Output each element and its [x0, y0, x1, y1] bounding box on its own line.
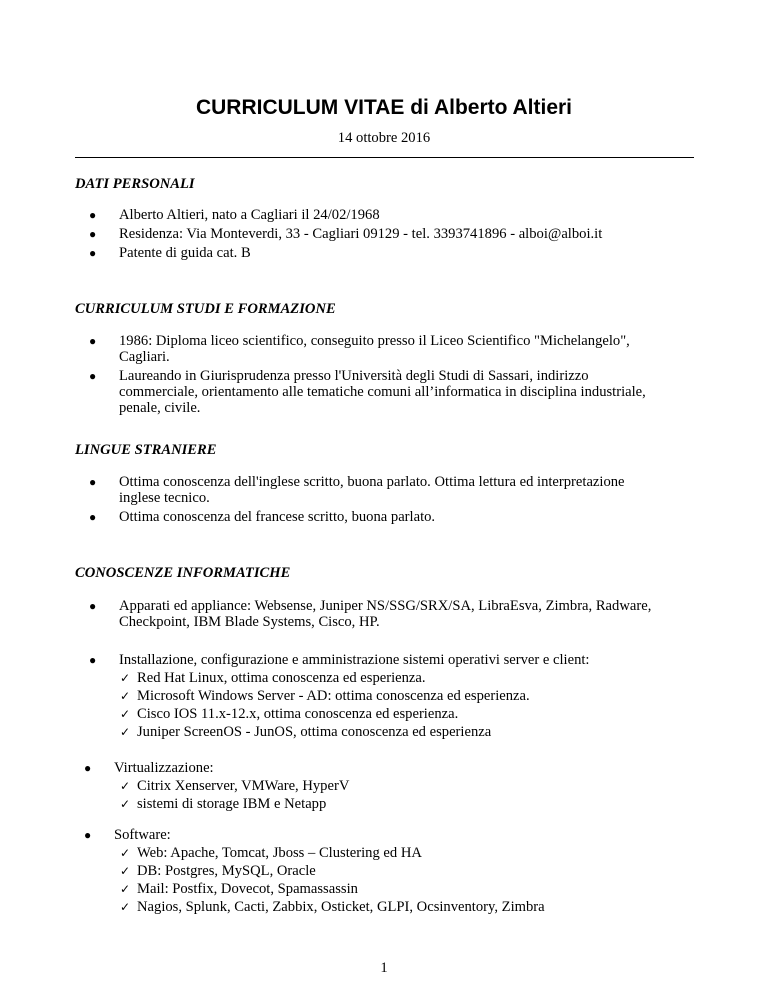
item-text: Alberto Altieri, nato a Cagliari il 24/02/1968 [119, 207, 380, 223]
bullet-icon: ● [89, 227, 97, 241]
bullet-icon: ● [84, 828, 92, 842]
check-item [75, 778, 695, 794]
checkmark-icon: ✓ [120, 671, 131, 685]
item-text: sistemi di storage IBM e Netapp [137, 796, 327, 812]
section-heading: CURRICULUM STUDI E FORMAZIONE [75, 301, 336, 317]
checkmark-icon: ✓ [120, 846, 131, 860]
bullet-list [75, 827, 695, 843]
subsection-virtualizzazione [75, 760, 695, 812]
item-text: Red Hat Linux, ottima conoscenza ed esperienza. [137, 670, 426, 686]
bullet-list [75, 760, 695, 776]
bullet-icon: ● [89, 334, 97, 348]
list-item [75, 598, 695, 630]
header-divider [75, 157, 694, 158]
item-text: Installazione, configurazione e amministrazione sistemi operativi server e client: [119, 652, 590, 668]
bullet-icon: ● [89, 208, 97, 222]
list-item [75, 226, 695, 242]
section-informatica [75, 565, 695, 581]
list-item [75, 760, 695, 776]
section-heading: CONOSCENZE INFORMATICHE [75, 565, 291, 581]
check-item [75, 899, 695, 915]
checkmark-icon: ✓ [120, 725, 131, 739]
list-item [75, 333, 695, 365]
checkmark-icon: ✓ [120, 779, 131, 793]
bullet-list [75, 474, 695, 525]
item-text: Virtualizzazione: [114, 760, 214, 776]
bullet-list [75, 333, 695, 416]
list-item [75, 509, 695, 525]
list-item [75, 245, 695, 261]
item-line: Ottima conoscenza del francese scritto, buona parlato. [119, 509, 436, 525]
item-text: Nagios, Splunk, Cacti, Zabbix, Osticket, GLPI, Ocsinventory, Zimbra [137, 899, 545, 915]
bullet-list [75, 598, 695, 630]
item-line: penale, civile. [119, 400, 201, 416]
check-list [75, 778, 695, 812]
bullet-icon: ● [89, 653, 97, 667]
checkmark-icon: ✓ [120, 864, 131, 878]
item-text: Residenza: Via Monteverdi, 33 - Cagliari 09129 - tel. 3393741896 - alboi@alboi.it [119, 226, 603, 242]
check-list [75, 845, 695, 915]
bullet-list [75, 207, 695, 261]
bullet-icon: ● [89, 246, 97, 260]
item-line: Apparati ed appliance: Websense, Juniper NS/SSG/SRX/SA, LibraEsva, Zimbra, Radware, [119, 598, 652, 614]
check-item [75, 670, 695, 686]
list-item [75, 368, 695, 416]
item-line: Laureando in Giurisprudenza presso l'Università degli Studi di Sassari, indirizzo [119, 368, 589, 384]
list-item [75, 827, 695, 843]
list-item [75, 207, 695, 223]
item-line: Checkpoint, IBM Blade Systems, Cisco, HP. [119, 614, 380, 630]
item-line: inglese tecnico. [119, 490, 210, 506]
check-item [75, 796, 695, 812]
check-item [75, 845, 695, 861]
document-title: CURRICULUM VITAE di Alberto Altieri [195, 96, 573, 119]
section-heading: LINGUE STRANIERE [75, 442, 217, 458]
check-item [75, 724, 695, 740]
checkmark-icon: ✓ [120, 797, 131, 811]
section-studi [75, 301, 695, 416]
check-item [75, 881, 695, 897]
check-item [75, 688, 695, 704]
checkmark-icon: ✓ [120, 900, 131, 914]
item-line: 1986: Diploma liceo scientifico, conseguito presso il Liceo Scientifico "Michelangelo", [119, 333, 630, 349]
list-item [75, 474, 695, 506]
check-item [75, 706, 695, 722]
bullet-icon: ● [89, 475, 97, 489]
item-text: DB: Postgres, MySQL, Oracle [137, 863, 316, 879]
item-line: Ottima conoscenza dell'inglese scritto, buona parlato. Ottima lettura ed interpretazione [119, 474, 625, 490]
document-date: 14 ottobre 2016 [337, 130, 431, 146]
page-number: 1 [380, 960, 388, 976]
item-text: Mail: Postfix, Dovecot, Spamassassin [137, 881, 358, 897]
subsection-installazione [75, 652, 695, 740]
item-text: Patente di guida cat. B [119, 245, 251, 261]
subsection-apparati [75, 598, 695, 630]
bullet-icon: ● [84, 761, 92, 775]
item-text: Microsoft Windows Server - AD: ottima conoscenza ed esperienza. [137, 688, 530, 704]
section-heading: DATI PERSONALI [75, 176, 195, 192]
checkmark-icon: ✓ [120, 707, 131, 721]
check-item [75, 863, 695, 879]
item-text: Juniper ScreenOS - JunOS, ottima conoscenza ed esperienza [137, 724, 492, 740]
section-dati-personali [75, 176, 695, 261]
bullet-icon: ● [89, 599, 97, 613]
bullet-icon: ● [89, 510, 97, 524]
checkmark-icon: ✓ [120, 689, 131, 703]
item-text: Software: [114, 827, 171, 843]
item-line: Cagliari. [119, 349, 170, 365]
bullet-icon: ● [89, 369, 97, 383]
section-lingue [75, 442, 695, 525]
item-line: commerciale, orientamento alle tematiche comuni all’informatica in disciplina industriale, [119, 384, 646, 400]
bullet-list [75, 652, 695, 668]
item-text: Cisco IOS 11.x-12.x, ottima conoscenza ed esperienza. [137, 706, 459, 722]
checkmark-icon: ✓ [120, 882, 131, 896]
item-text: Web: Apache, Tomcat, Jboss – Clustering ed HA [137, 845, 422, 861]
subsection-software [75, 827, 695, 915]
check-list [75, 670, 695, 740]
list-item [75, 652, 695, 668]
item-text: Citrix Xenserver, VMWare, HyperV [137, 778, 350, 794]
